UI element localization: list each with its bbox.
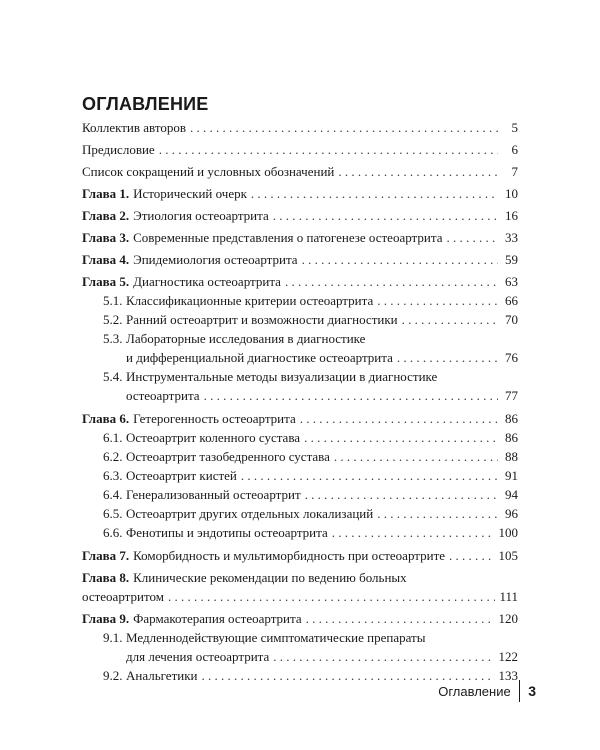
page-number: 94 — [505, 487, 518, 502]
toc-chapter[interactable] — [82, 228, 518, 247]
chapter-label: Глава 1. — [82, 186, 130, 201]
dot-leader — [190, 118, 498, 137]
dot-leader — [449, 546, 494, 565]
dot-leader — [168, 587, 496, 606]
entry-title: для лечения остеоартрита — [126, 649, 270, 664]
toc-chapter[interactable] — [82, 609, 518, 628]
footer-page-number: 3 — [528, 683, 536, 699]
entry-title: Предисловие — [82, 142, 155, 157]
entry-title: остеоартрита — [126, 388, 200, 403]
page-number: 91 — [505, 468, 518, 483]
entry-title: Медленнодействующие симптоматические препараты — [126, 630, 426, 645]
section-number: 6.5. — [103, 506, 123, 521]
entry-title: Диагностика остеоартрита — [133, 274, 281, 289]
page-number: 88 — [505, 449, 518, 464]
dot-leader — [338, 162, 498, 181]
chapter-label: Глава 2. — [82, 208, 130, 223]
toc-subsection[interactable] — [82, 428, 518, 447]
dot-leader — [334, 447, 498, 466]
section-number: 6.2. — [103, 449, 123, 464]
page-number: 76 — [505, 350, 518, 365]
page-number: 66 — [505, 293, 518, 308]
page-number: 70 — [505, 312, 518, 327]
entry-title: Фенотипы и эндотипы остеоартрита — [126, 525, 328, 540]
dot-leader — [273, 647, 494, 666]
entry-title: Современные представления о патогенезе остеоартрита — [133, 230, 443, 245]
entry-title: и дифференциальной диагностике остеоартрита — [126, 350, 393, 365]
entry-title: Остеоартрит коленного сустава — [126, 430, 301, 445]
dot-leader — [377, 504, 498, 523]
entry-title: Гетерогенность остеоартрита — [133, 411, 296, 426]
section-number: 9.1. — [103, 630, 123, 645]
entry-title: Анальгетики — [126, 668, 198, 683]
footer-divider — [519, 680, 521, 702]
chapter-label: Глава 3. — [82, 230, 130, 245]
toc-subsection[interactable] — [82, 367, 518, 405]
page-number: 16 — [505, 208, 518, 223]
toc-entry[interactable] — [82, 140, 518, 159]
dot-leader — [159, 140, 498, 159]
entry-title: Коллектив авторов — [82, 120, 186, 135]
entry-title: Список сокращений и условных обозначений — [82, 164, 335, 179]
dot-leader — [304, 428, 498, 447]
chapter-label: Глава 9. — [82, 611, 130, 626]
entry-title: Клинические рекомендации по ведению больных — [133, 570, 407, 585]
toc-chapter[interactable] — [82, 184, 518, 203]
chapter-label: Глава 4. — [82, 252, 130, 267]
page-number: 33 — [505, 230, 518, 245]
page-number: 105 — [498, 548, 518, 563]
entry-title: Классификационные критерии остеоартрита — [126, 293, 374, 308]
toc-chapter[interactable] — [82, 546, 518, 565]
dot-leader — [397, 348, 498, 367]
page-number: 6 — [511, 142, 518, 157]
page-title: ОГЛАВЛЕНИЕ — [82, 94, 209, 114]
dot-leader — [402, 310, 498, 329]
dot-leader — [302, 250, 498, 269]
toc-subsection[interactable] — [82, 466, 518, 485]
dot-leader — [300, 409, 498, 428]
dot-leader — [285, 272, 498, 291]
section-number: 5.3. — [103, 331, 123, 346]
dot-leader — [251, 184, 498, 203]
toc-entry[interactable] — [82, 118, 518, 137]
toc-entry[interactable] — [82, 162, 518, 181]
dot-leader — [241, 466, 498, 485]
entry-title: Остеоартрит тазобедренного сустава — [126, 449, 330, 464]
entry-title: Лабораторные исследования в диагностике — [126, 331, 366, 346]
page-number: 86 — [505, 430, 518, 445]
page-number: 96 — [505, 506, 518, 521]
section-number: 6.4. — [103, 487, 123, 502]
page-number: 10 — [505, 186, 518, 201]
toc-subsection[interactable] — [82, 447, 518, 466]
toc-subsection[interactable] — [82, 329, 518, 367]
dot-leader — [273, 206, 498, 225]
section-number: 6.1. — [103, 430, 123, 445]
toc-chapter[interactable] — [82, 272, 518, 291]
dot-leader — [377, 291, 498, 310]
page-number: 100 — [498, 525, 518, 540]
toc-subsection[interactable] — [82, 523, 518, 542]
toc-chapter[interactable] — [82, 250, 518, 269]
entry-title: Коморбидность и мультиморбидность при остеоартрите — [133, 548, 446, 563]
entry-title: остеоартритом — [82, 589, 164, 604]
section-number: 9.2. — [103, 668, 123, 683]
toc-subsection[interactable] — [82, 485, 518, 504]
toc-chapter[interactable] — [82, 206, 518, 225]
page-number: 111 — [499, 589, 518, 604]
chapter-label: Глава 6. — [82, 411, 130, 426]
page-number: 120 — [498, 611, 518, 626]
section-number: 5.4. — [103, 369, 123, 384]
toc-subsection[interactable] — [82, 504, 518, 523]
table-of-contents — [82, 118, 518, 685]
page-number: 59 — [505, 252, 518, 267]
section-number: 5.1. — [103, 293, 123, 308]
chapter-label: Глава 7. — [82, 548, 130, 563]
toc-chapter[interactable] — [82, 568, 518, 606]
entry-title: Инструментальные методы визуализации в диагностике — [126, 369, 438, 384]
page-number: 122 — [498, 649, 518, 664]
page-number: 5 — [511, 120, 518, 135]
dot-leader — [446, 228, 498, 247]
section-number: 6.3. — [103, 468, 123, 483]
entry-title: Исторический очерк — [133, 186, 247, 201]
toc-subsection[interactable] — [82, 310, 518, 329]
chapter-label: Глава 5. — [82, 274, 130, 289]
dot-leader — [204, 386, 498, 405]
page-number: 133 — [498, 668, 518, 683]
dot-leader — [332, 523, 495, 542]
section-number: 6.6. — [103, 525, 123, 540]
dot-leader — [305, 485, 498, 504]
page-number: 63 — [505, 274, 518, 289]
entry-title: Фармакотерапия остеоартрита — [133, 611, 302, 626]
entry-title: Этиология остеоартрита — [133, 208, 269, 223]
footer-label: Оглавление — [438, 683, 511, 699]
entry-title: Генерализованный остеоартрит — [126, 487, 301, 502]
toc-chapter[interactable] — [82, 409, 518, 428]
toc-subsection[interactable] — [82, 291, 518, 310]
page-footer — [438, 680, 536, 702]
entry-title: Эпидемиология остеоартрита — [133, 252, 298, 267]
page-number: 86 — [505, 411, 518, 426]
entry-title: Ранний остеоартрит и возможности диагностики — [126, 312, 398, 327]
section-number: 5.2. — [103, 312, 123, 327]
dot-leader — [306, 609, 495, 628]
page-number: 77 — [505, 388, 518, 403]
entry-title: Остеоартрит кистей — [126, 468, 237, 483]
toc-subsection[interactable] — [82, 628, 518, 666]
entry-title: Остеоартрит других отдельных локализаций — [126, 506, 374, 521]
page-number: 7 — [511, 164, 518, 179]
chapter-label: Глава 8. — [82, 570, 130, 585]
